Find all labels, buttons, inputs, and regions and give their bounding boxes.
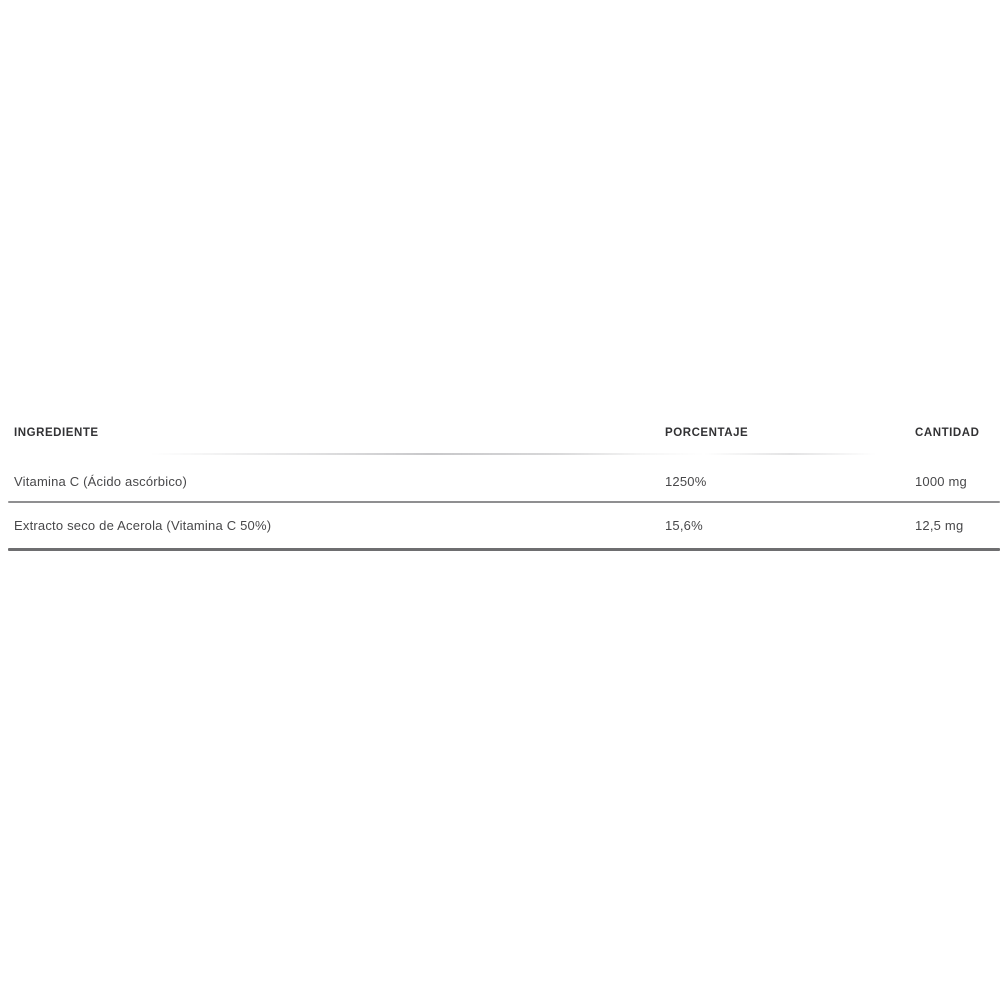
table-row-1-porcentaje: 1250% [665,474,707,489]
column-header-porcentaje: PORCENTAJE [665,427,749,439]
header-separator-rule [150,453,930,455]
table-row-2-porcentaje: 15,6% [665,518,703,533]
table-row-2-ingrediente: Extracto seco de Acerola (Vitamina C 50%) [14,518,272,533]
column-header-ingrediente: INGREDIENTE [14,427,99,439]
table-bottom-rule [8,548,1000,551]
column-header-cantidad: CANTIDAD [915,427,980,439]
table-row-2-cantidad: 12,5 mg [915,518,964,533]
table-row-1-ingrediente: Vitamina C (Ácido ascórbico) [14,474,187,489]
row-separator-rule [8,501,1000,503]
table-row-1-cantidad: 1000 mg [915,474,967,489]
